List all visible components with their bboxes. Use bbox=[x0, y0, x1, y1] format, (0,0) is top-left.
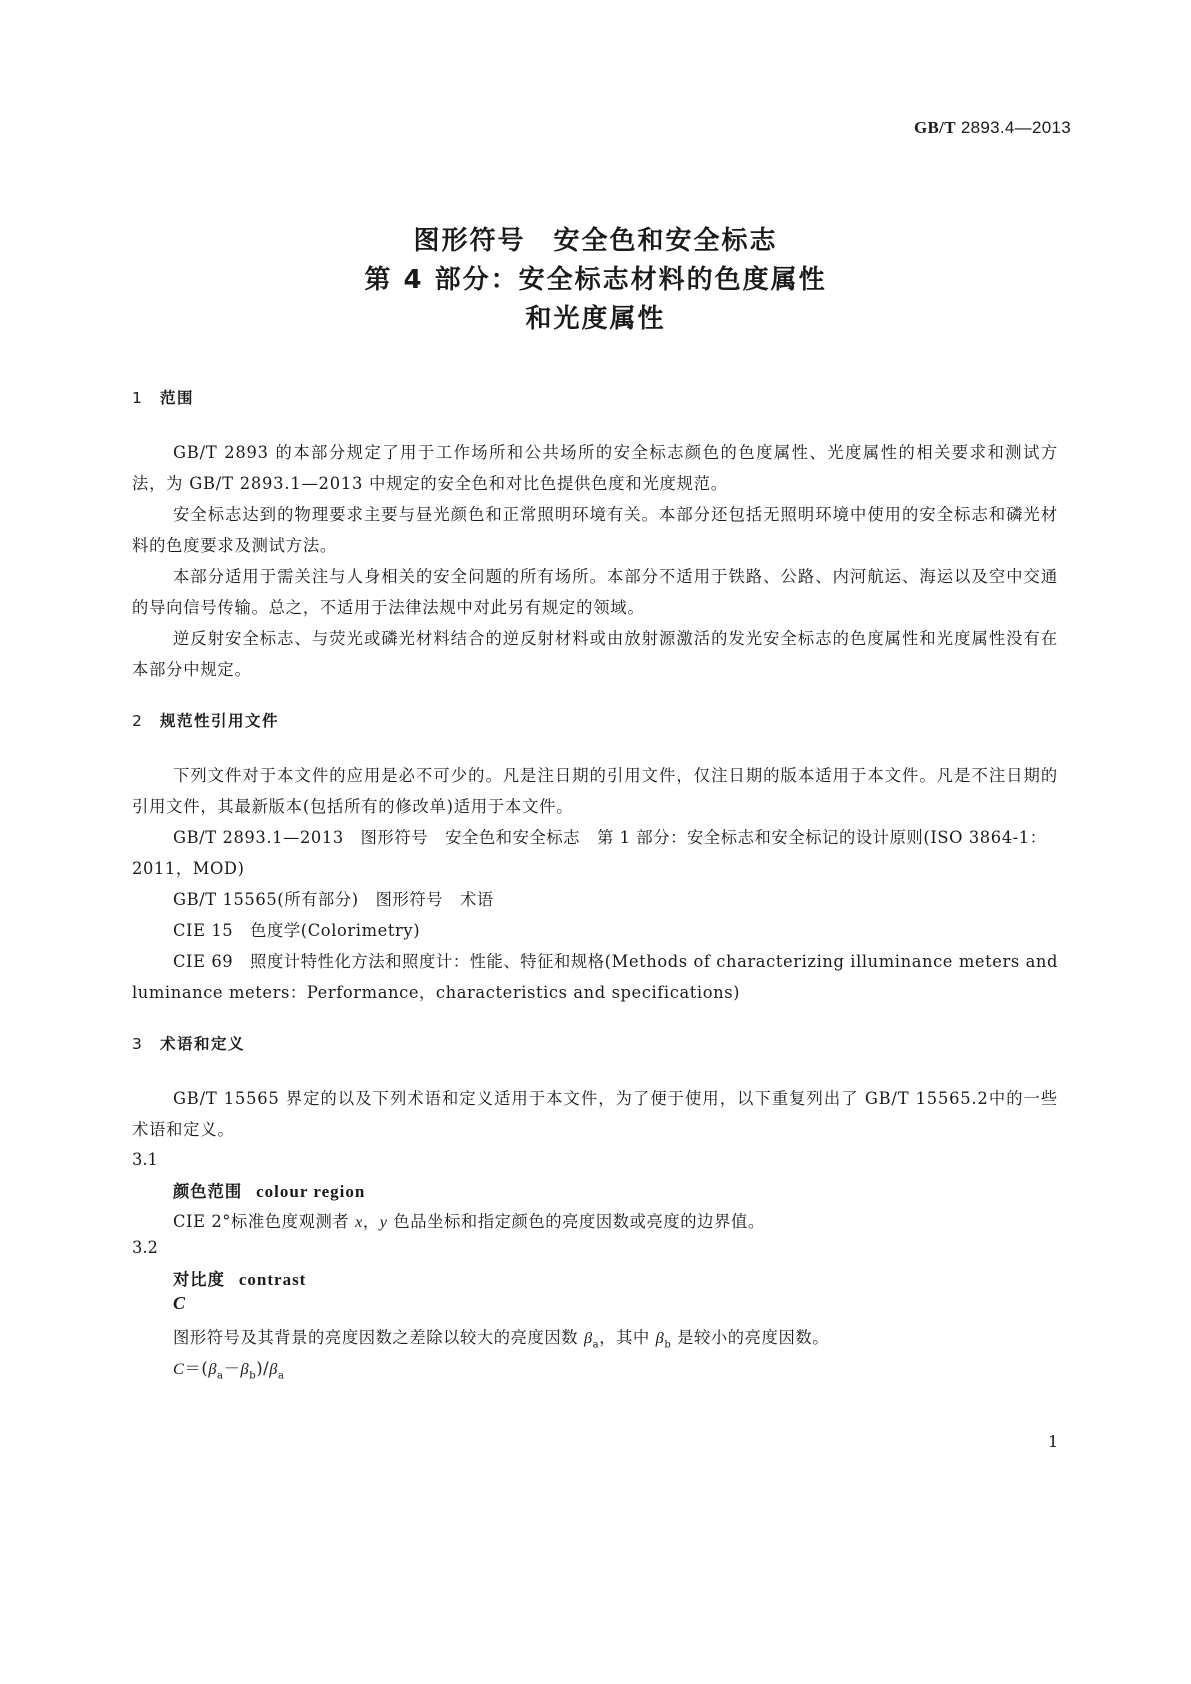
section-2-heading bbox=[132, 709, 279, 731]
paragraph: 逆反射安全标志、与荧光或磷光材料结合的逆反射材料或由放射源激活的发光安全标志的色度属性和光度属性没有在本部分中规定。 bbox=[132, 629, 1058, 679]
paragraph: GB/T 15565 界定的以及下列术语和定义适用于本文件，为了便于使用，以下重复列出了 GB/T 15565.2中的一些术语和定义。 bbox=[132, 1089, 1058, 1139]
term-symbol bbox=[173, 1293, 186, 1314]
beta-symbol: β bbox=[208, 1359, 218, 1378]
term-heading bbox=[173, 1266, 306, 1290]
term-en: colour region bbox=[256, 1182, 366, 1201]
page-number: 1 bbox=[1048, 1432, 1059, 1451]
title-line-1: 图形符号 安全色和安全标志 bbox=[413, 226, 778, 256]
subscript-a: a bbox=[592, 1339, 600, 1351]
def-text: 色品坐标和指定颜色的亮度因数或亮度的边界值。 bbox=[387, 1212, 765, 1231]
def-text: ， bbox=[362, 1212, 380, 1231]
section-1-heading bbox=[132, 386, 194, 408]
term-heading bbox=[173, 1178, 365, 1202]
section-number: 1 bbox=[132, 389, 144, 407]
term-zh: 颜色范围 bbox=[173, 1182, 243, 1201]
beta-symbol: β bbox=[269, 1359, 278, 1378]
standard-prefix: GB/T bbox=[914, 118, 956, 137]
formula bbox=[173, 1355, 285, 1381]
paragraph: 安全标志达到的物理要求主要与昼光颜色和正常照明环境有关。本部分还包括无照明环境中使用的安全标志和磷光材料的色度要求及测试方法。 bbox=[132, 505, 1058, 555]
beta-symbol: β bbox=[240, 1359, 250, 1378]
reference-item: CIE 15 色度学(Colorimetry) bbox=[173, 921, 421, 940]
subscript-a: a bbox=[217, 1370, 224, 1382]
term-en: contrast bbox=[238, 1270, 307, 1289]
symbol-c: C bbox=[173, 1293, 186, 1313]
formula-c: C bbox=[173, 1359, 185, 1378]
def-text: ，其中 bbox=[599, 1328, 656, 1347]
formula-minus: － bbox=[223, 1359, 241, 1378]
reference-item: GB/T 15565(所有部分) 图形符号 术语 bbox=[173, 890, 494, 909]
document-title bbox=[0, 222, 1191, 339]
standard-number bbox=[914, 118, 1071, 138]
standard-code: 2893.4—2013 bbox=[960, 118, 1071, 137]
beta-symbol: β bbox=[583, 1328, 593, 1347]
reference-item: GB/T 2893.1—2013 图形符号 安全色和安全标志 第 1 部分：安全标志和安全标记的设计原则(ISO 3864-1：2011，MOD) bbox=[132, 828, 1047, 878]
paragraph: 下列文件对于本文件的应用是必不可少的。凡是注日期的引用文件，仅注日期的版本适用于本文件。凡是不注日期的引用文件，其最新版本(包括所有的修改单)适用于本文件。 bbox=[132, 766, 1058, 816]
section-3-heading bbox=[132, 1032, 245, 1054]
def-text: CIE 2°标准色度观测者 bbox=[173, 1212, 355, 1231]
title-line-3: 和光度属性 bbox=[525, 304, 666, 334]
var-y: y bbox=[379, 1212, 388, 1231]
beta-symbol: β bbox=[655, 1328, 665, 1347]
subscript-b: b bbox=[249, 1370, 257, 1382]
formula-close: )/ bbox=[256, 1359, 270, 1378]
term-code: 3.2 bbox=[132, 1238, 158, 1257]
paragraph: GB/T 2893 的本部分规定了用于工作场所和公共场所的安全标志颜色的色度属性、光度属性的相关要求和测试方法，为 GB/T 2893.1—2013 中规定的安全色和对比色提供色度和光度规范。 bbox=[132, 443, 1058, 493]
formula-eq: ＝( bbox=[184, 1359, 209, 1378]
term-code: 3.1 bbox=[132, 1150, 158, 1169]
term-definition bbox=[173, 1324, 829, 1350]
title-line-2: 第 4 部分：安全标志材料的色度属性 bbox=[364, 265, 827, 295]
subscript-b: b bbox=[664, 1339, 672, 1351]
section-title: 范围 bbox=[160, 389, 195, 407]
var-x: x bbox=[355, 1212, 363, 1231]
def-text: 图形符号及其背景的亮度因数之差除以较大的亮度因数 bbox=[173, 1328, 584, 1347]
def-text: 是较小的亮度因数。 bbox=[671, 1328, 830, 1347]
paragraph: 本部分适用于需关注与人身相关的安全问题的所有场所。本部分不适用于铁路、公路、内河航运、海运以及空中交通的导向信号传输。总之，不适用于法律法规中对此另有规定的领域。 bbox=[132, 567, 1058, 617]
section-title: 术语和定义 bbox=[160, 1035, 246, 1053]
term-zh: 对比度 bbox=[173, 1270, 225, 1289]
section-number: 3 bbox=[132, 1035, 144, 1053]
subscript-a: a bbox=[277, 1370, 285, 1382]
term-definition bbox=[173, 1208, 765, 1232]
section-title: 规范性引用文件 bbox=[160, 712, 280, 730]
section-number: 2 bbox=[132, 712, 144, 730]
reference-item: CIE 69 照度计特性化方法和照度计：性能、特征和规格(Methods of characterizing illuminance meters and luminance meters：Performance，characteristics and specifications) bbox=[132, 952, 1058, 1002]
